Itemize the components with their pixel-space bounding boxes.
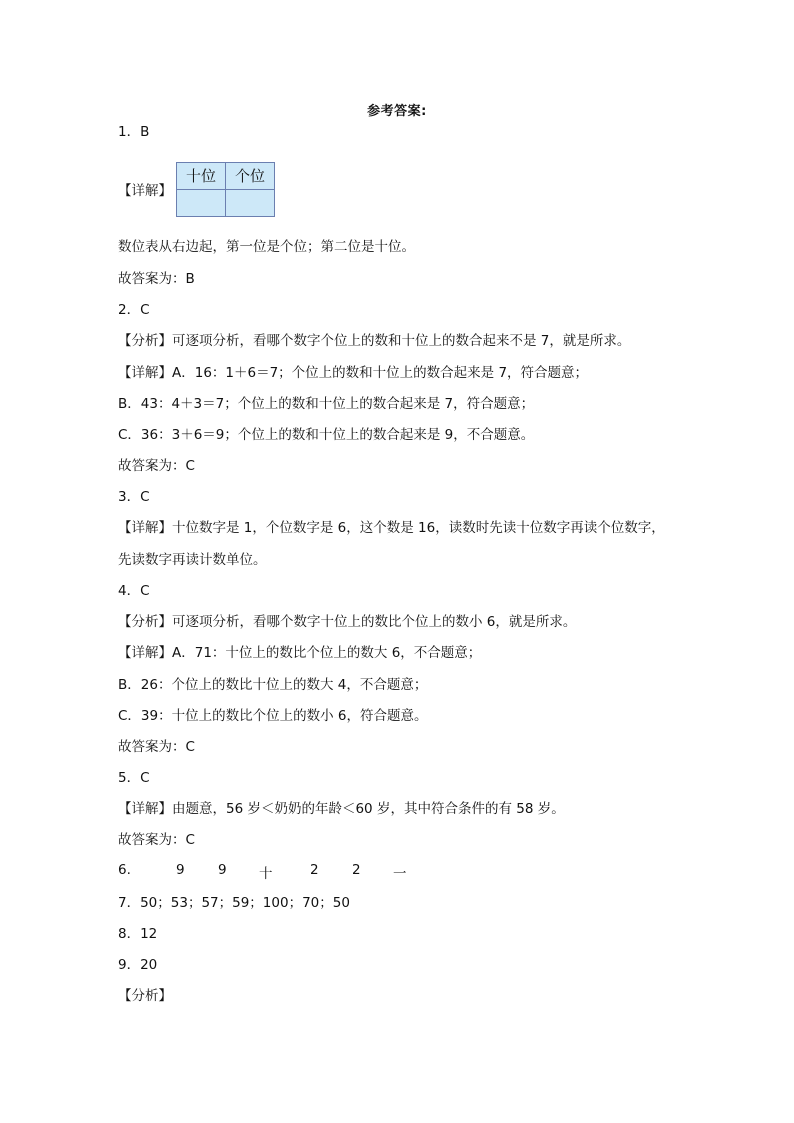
q3-detail-line1: 【详解】十位数字是 1，个位数字是 6，这个数是 16，读数时先读十位数字再读个位数字， — [118, 520, 665, 536]
q4-detail-c: C．39：十位上的数比个位上的数小 6，符合题意。 — [118, 708, 428, 724]
page-title: 参考答案: — [367, 104, 427, 119]
q7-answer: 7．50；53；57；59；100；70；50 — [118, 895, 350, 911]
q2-answer: 2．C — [118, 302, 150, 318]
q6-blank-6: 一 — [393, 866, 407, 882]
q1-detail-label: 【详解】 — [118, 183, 172, 199]
q8-answer: 8．12 — [118, 926, 158, 942]
q6-number: 6. — [118, 862, 131, 878]
q3-detail-line2: 先读数字再读计数单位。 — [118, 552, 267, 568]
place-value-table — [176, 162, 275, 217]
tens-header: 十位 — [177, 162, 226, 189]
q6-blank-5: 2 — [352, 862, 361, 878]
q6-blank-1: 9 — [176, 862, 185, 878]
q5-answer: 5．C — [118, 770, 150, 786]
q4-answer: 4．C — [118, 583, 150, 599]
q1-conclusion: 故答案为：B — [118, 271, 195, 287]
q6-answer-row — [0, 862, 794, 880]
q1-answer: 1．B — [118, 124, 150, 140]
q6-blank-3: 十 — [259, 866, 273, 882]
q2-conclusion: 故答案为：C — [118, 458, 195, 474]
q6-blank-2: 9 — [218, 862, 227, 878]
q2-analysis: 【分析】可逐项分析，看哪个数字个位上的数和十位上的数合起来不是 7，就是所求。 — [118, 333, 631, 349]
q9-analysis-label: 【分析】 — [118, 988, 172, 1004]
ones-header: 个位 — [226, 162, 275, 189]
q5-conclusion: 故答案为：C — [118, 832, 195, 848]
q9-answer: 9．20 — [118, 957, 158, 973]
q2-detail-b: B．43：4＋3＝7；个位上的数和十位上的数合起来是 7，符合题意； — [118, 396, 535, 412]
q2-detail-c: C．36：3＋6＝9；个位上的数和十位上的数合起来是 9，不合题意。 — [118, 427, 535, 443]
q4-analysis: 【分析】可逐项分析，看哪个数字十位上的数比个位上的数小 6，就是所求。 — [118, 614, 577, 630]
q2-detail-a: 【详解】A．16：1＋6＝7；个位上的数和十位上的数合起来是 7，符合题意； — [118, 365, 589, 381]
q6-blank-4: 2 — [310, 862, 319, 878]
q4-detail-a: 【详解】A．71：十位上的数比个位上的数大 6，不合题意； — [118, 645, 482, 661]
ones-cell — [226, 189, 275, 216]
q1-explanation: 数位表从右边起，第一位是个位；第二位是十位。 — [118, 239, 415, 255]
q1-detail — [118, 160, 275, 218]
q3-answer: 3．C — [118, 489, 150, 505]
q5-detail: 【详解】由题意，56 岁＜奶奶的年龄＜60 岁，其中符合条件的有 58 岁。 — [118, 801, 565, 817]
q4-conclusion: 故答案为：C — [118, 739, 195, 755]
q4-detail-b: B．26：个位上的数比十位上的数大 4，不合题意； — [118, 677, 428, 693]
tens-cell — [177, 189, 226, 216]
